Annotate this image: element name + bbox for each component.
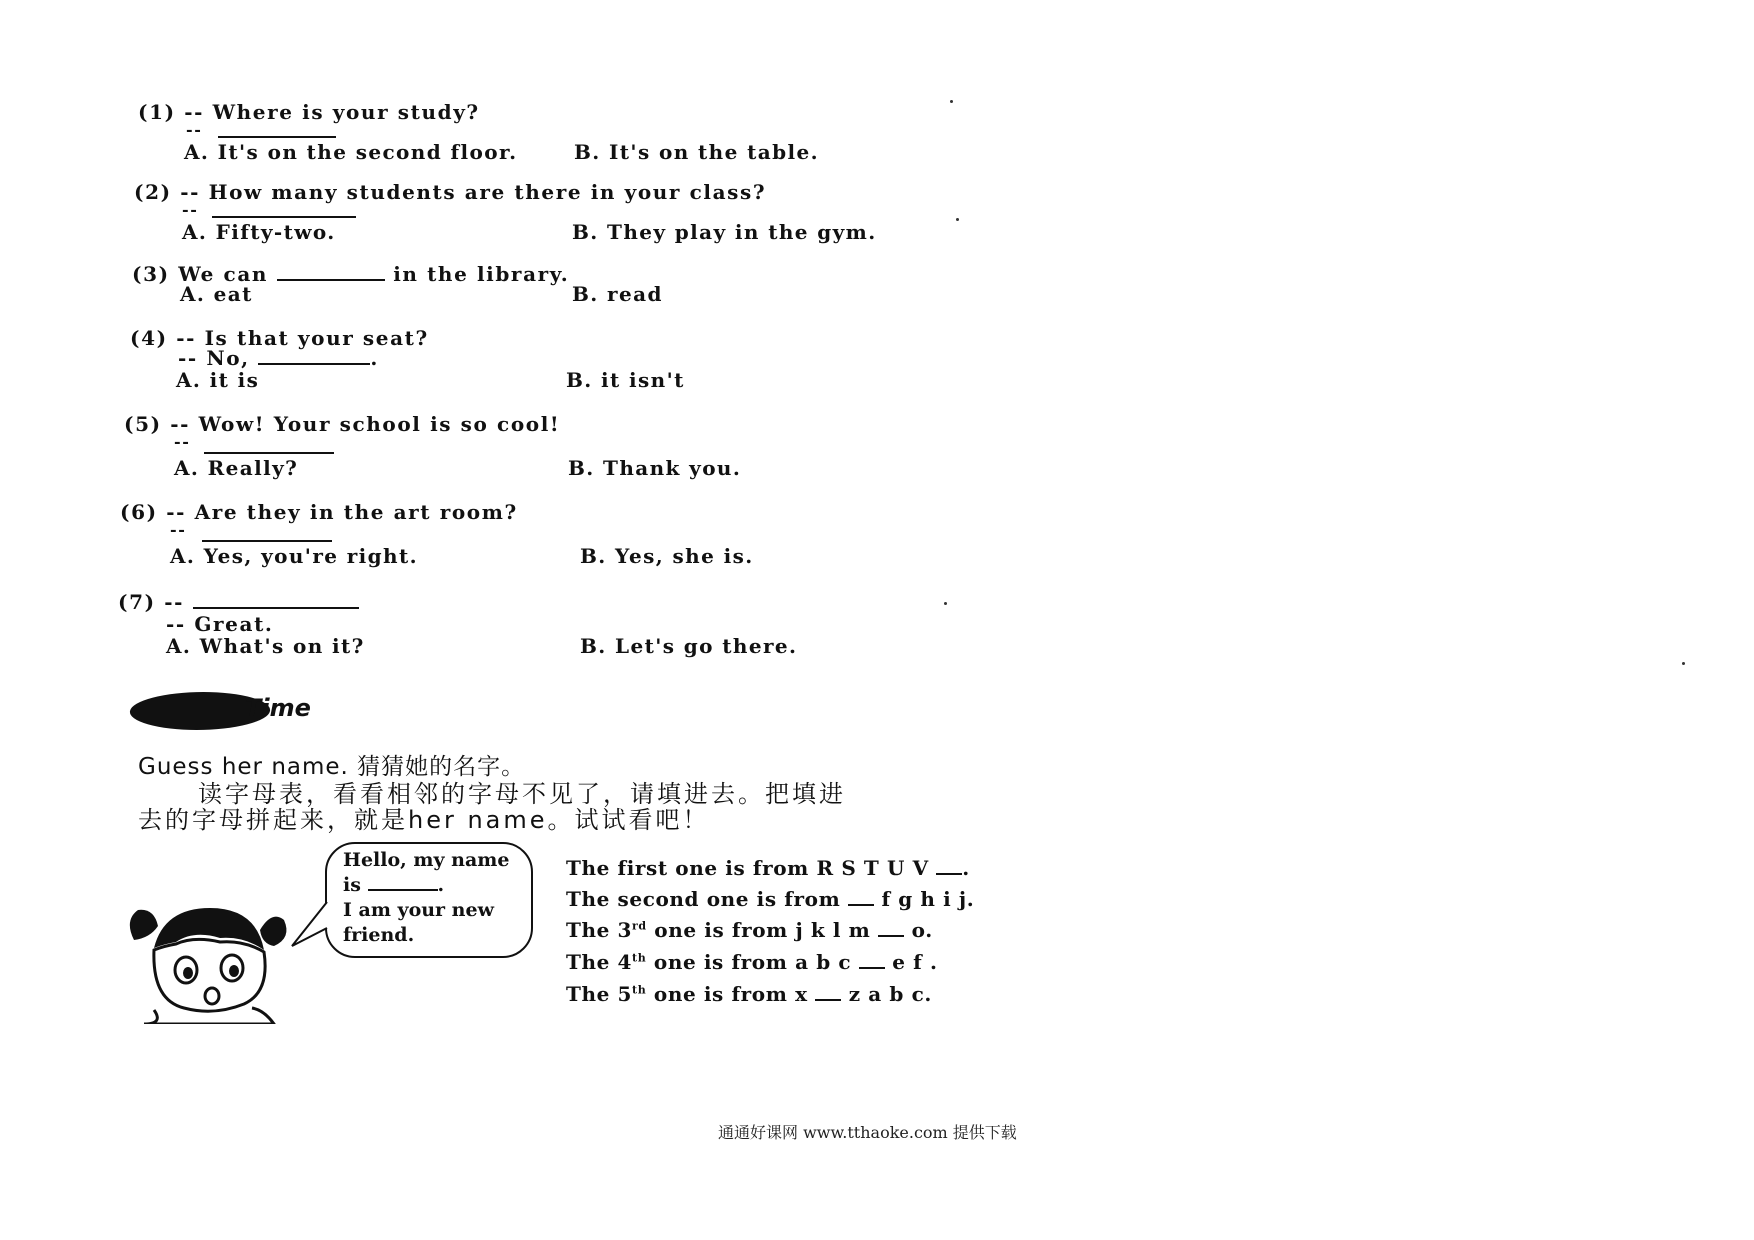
q6-option-b: B. Yes, she is. bbox=[580, 544, 754, 568]
q4-stem: (4) -- Is that your seat? bbox=[130, 326, 429, 350]
scan-speck bbox=[1682, 662, 1685, 665]
q1-option-a: A. It's on the second floor. bbox=[184, 140, 518, 164]
q4-option-b: B. it isn't bbox=[566, 368, 685, 392]
clue-5: The 5th one is from x z a b c. bbox=[566, 982, 932, 1006]
q1-reply: -- bbox=[186, 120, 203, 139]
speech-bubble-tail bbox=[290, 900, 330, 950]
q6-blank bbox=[202, 540, 332, 542]
scan-speck bbox=[950, 100, 953, 103]
q7-reply: -- Great. bbox=[166, 612, 274, 636]
q5-reply: -- bbox=[174, 432, 191, 451]
scan-speck bbox=[956, 218, 959, 221]
q7-stem: (7) -- bbox=[118, 590, 359, 614]
q6-option-a: A. Yes, you're right. bbox=[170, 544, 419, 568]
q3-option-b: B. read bbox=[572, 282, 663, 306]
q6-reply: -- bbox=[170, 520, 187, 539]
clue-2: The second one is from f g h i j. bbox=[566, 887, 975, 911]
q5-blank bbox=[204, 452, 334, 454]
q1-blank bbox=[218, 136, 336, 138]
q4-option-a: A. it is bbox=[176, 368, 260, 392]
clue-1: The first one is from R S T U V . bbox=[566, 856, 970, 880]
q7-option-b: B. Let's go there. bbox=[580, 634, 798, 658]
q4-reply: -- No, . bbox=[178, 346, 379, 370]
guess-instruction-line1: 读字母表，看看相邻的字母不见了，请填进去。把填进 bbox=[198, 780, 846, 808]
clue-3: The 3rd one is from j k l m o. bbox=[566, 918, 933, 942]
bubble-text: Hello, my name is . I am your new friend. bbox=[343, 849, 510, 946]
clue-4: The 4th one is from a b c e f . bbox=[566, 950, 938, 974]
q5-stem: (5) -- Wow! Your school is so cool! bbox=[124, 412, 561, 436]
q2-option-b: B. They play in the gym. bbox=[572, 220, 877, 244]
guess-instruction-line2: 去的字母拼起来，就是her name。试试看吧！ bbox=[138, 806, 710, 834]
q2-reply: -- bbox=[182, 200, 199, 219]
q1-option-b: B. It's on the table. bbox=[574, 140, 819, 164]
q3-stem: (3) We can in the library. bbox=[132, 262, 570, 286]
guess-heading: Guess her name. 猜猜她的名字。 bbox=[138, 754, 526, 780]
q1-stem: (1) -- Where is your study? bbox=[138, 100, 480, 124]
q5-option-a: A. Really? bbox=[174, 456, 299, 480]
scan-speck bbox=[944, 602, 947, 605]
girl-illustration bbox=[124, 900, 294, 1024]
q3-option-a: A. eat bbox=[180, 282, 253, 306]
q2-blank bbox=[212, 216, 356, 218]
q7-option-a: A. What's on it? bbox=[166, 634, 365, 658]
q6-stem: (6) -- Are they in the art room? bbox=[120, 500, 518, 524]
banner-title: Time bbox=[245, 694, 311, 722]
q2-stem: (2) -- How many students are there in your class? bbox=[134, 180, 767, 204]
footer-source: 通通好课网 www.tthaoke.com 提供下载 bbox=[718, 1123, 1017, 1142]
q5-option-b: B. Thank you. bbox=[568, 456, 742, 480]
q2-option-a: A. Fifty-two. bbox=[182, 220, 336, 244]
